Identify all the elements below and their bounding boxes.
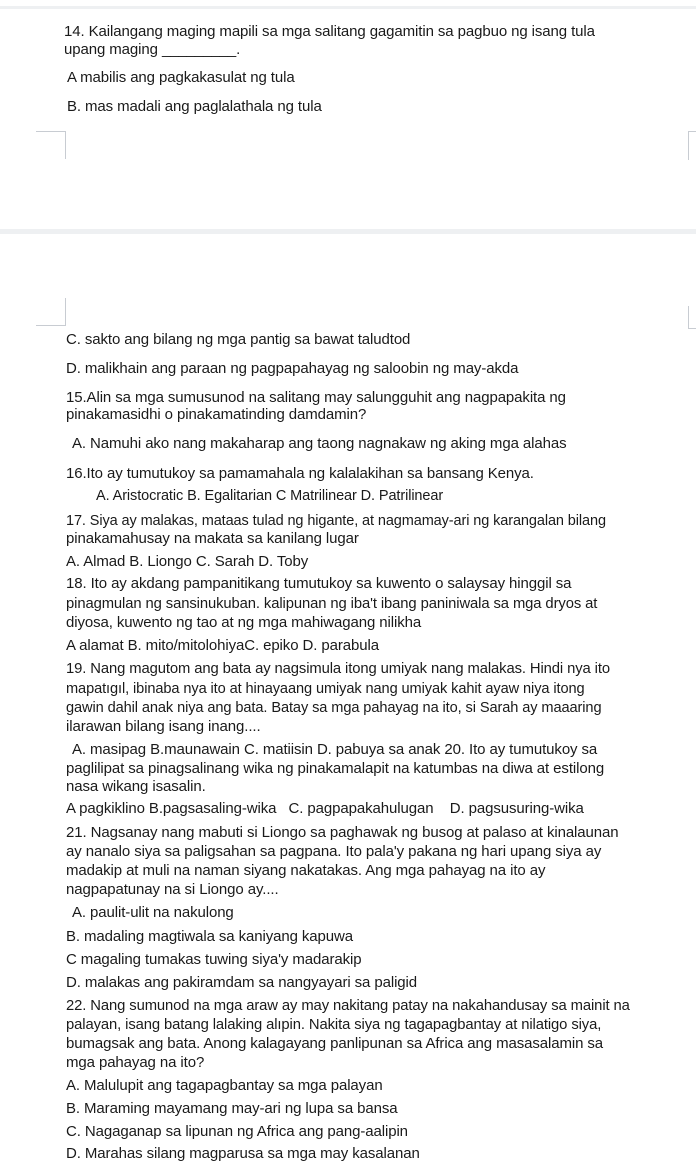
text-line: C magaling tumakas tuwing siya'y madarakip <box>66 951 362 968</box>
text-line: B. Maraming mayamang may-ari ng lupa sa bansa <box>66 1100 398 1117</box>
text-line: A. Aristocratic B. Egalitarian C Matrilinear D. Patrilinear <box>96 488 444 504</box>
top-divider <box>0 6 696 9</box>
text-line: 17. Siya ay malakas, mataas tulad ng higante, at nagmamay-ari ng karangalan bilang <box>66 513 606 529</box>
text-line: A pagkiklino B.pagsasaling-wika C. pagpapakahulugan D. pagsusuring-wika <box>66 800 584 817</box>
text-line: diyosa, kuwento ng tao at ng mga mahiwagang nilikha <box>66 614 422 631</box>
text-line: nagpapatunay na si Liongo ay.... <box>66 881 279 898</box>
text-line: 19. Nang magutom ang bata ay nagsimula itong umiyak nang malakas. Hindi nya ito <box>66 661 611 677</box>
text-line: mga pahayag na ito? <box>66 1054 205 1071</box>
page-gap <box>0 229 696 234</box>
text-line: A mabilis ang pagkakasulat ng tula <box>67 69 295 86</box>
text-line: A. paulit-ulit na nakulong <box>72 904 234 921</box>
text-line: mapatıgıl, ibinaba nya ito at hinayaang umiyak nang umiyak kahit ayaw niya itong <box>66 681 585 697</box>
text-line: A alamat B. mito/mitolohiyaC. epiko D. parabula <box>66 637 379 654</box>
text-line: A. Almad B. Liongo C. Sarah D. Toby <box>66 553 309 570</box>
text-line: ay nanalo siya sa paligsahan sa pagpana. Ito pala'y pakana ng hari upang siya ay <box>66 843 602 860</box>
text-line: pinagmulan ng sansinukuban. kalipunan ng iba't ibang paniniwala sa mga dryos at <box>66 596 598 612</box>
crop-mark-bottom-right <box>688 306 696 329</box>
text-line: B. madaling magtiwala sa kaniyang kapuwa <box>66 928 353 945</box>
text-line: C. sakto ang bilang ng mga pantig sa bawat taludtod <box>66 331 411 348</box>
text-line: 16.Ito ay tumutukoy sa pamamahala ng kalalakihan sa bansang Kenya. <box>66 465 534 482</box>
crop-mark-top-left <box>36 131 66 159</box>
text-line: D. malikhain ang paraan ng pagpapahayag ng saloobin ng may-akda <box>66 360 519 377</box>
text-line: ilarawan bilang isang inang.... <box>66 718 261 735</box>
text-line: paglilipat sa pinagsalinang wika ng pinakamalapit na katumbas na diwa at estilong <box>66 760 605 777</box>
text-line: bumagsak ang bata. Anong kalagayang panlipunan sa Africa ang masasalamin sa <box>66 1035 604 1052</box>
text-line: D. malakas ang pakiramdam sa nangyayari sa paligid <box>66 974 418 991</box>
text-line: 18. Ito ay akdang pampanitikang tumutukoy sa kuwento o salaysay hinggil sa <box>66 575 572 592</box>
text-line: palayan, isang batang lalaking alıpin. Nakita siya ng tagapagbantay at nilatigo siya, <box>66 1017 602 1033</box>
text-line: A. Namuhi ako nang makaharap ang taong nagnakaw ng aking mga alahas <box>72 435 567 452</box>
crop-mark-top-right <box>688 131 696 160</box>
text-line: A. masipag B.maunawain C. matiisin D. pabuya sa anak 20. Ito ay tumutukoy sa <box>72 741 598 758</box>
text-line: nasa wikang isasalin. <box>66 778 206 795</box>
text-line: 22. Nang sumunod na mga araw ay may nakitang patay na nakahandusay sa mainit na <box>66 998 630 1014</box>
text-line: B. mas madali ang paglalathala ng tula <box>67 98 322 115</box>
text-line: upang maging _________. <box>64 41 241 58</box>
text-line: D. Marahas silang magparusa sa mga may kasalanan <box>66 1145 420 1162</box>
text-line: pinakamasidhi o pinakamatinding damdamin? <box>66 406 367 423</box>
text-line: madakip at muli na naman siyang nakatakas. Ang mga pahayag na ito ay <box>66 862 546 879</box>
text-line: 15.Alin sa mga sumusunod na salitang may salungguhit ang nagpapakita ng <box>66 389 566 406</box>
text-line: pinakamahusay na makata sa kanilang lugar <box>66 530 359 547</box>
text-line: 14. Kailangang maging mapili sa mga salitang gagamitin sa pagbuo ng isang tula <box>64 23 595 40</box>
text-line: C. Nagaganap sa lipunan ng Africa ang pang-aalipin <box>66 1123 408 1140</box>
text-line: A. Malulupit ang tagapagbantay sa mga palayan <box>66 1077 383 1094</box>
crop-mark-bottom-left <box>36 298 66 326</box>
text-line: 21. Nagsanay nang mabuti si Liongo sa paghawak ng busog at palaso at kinalaunan <box>66 824 619 841</box>
text-line: gawin dahil anak niya ang bata. Batay sa mga pahayag na ito, si Sarah ay maaaring <box>66 700 602 716</box>
